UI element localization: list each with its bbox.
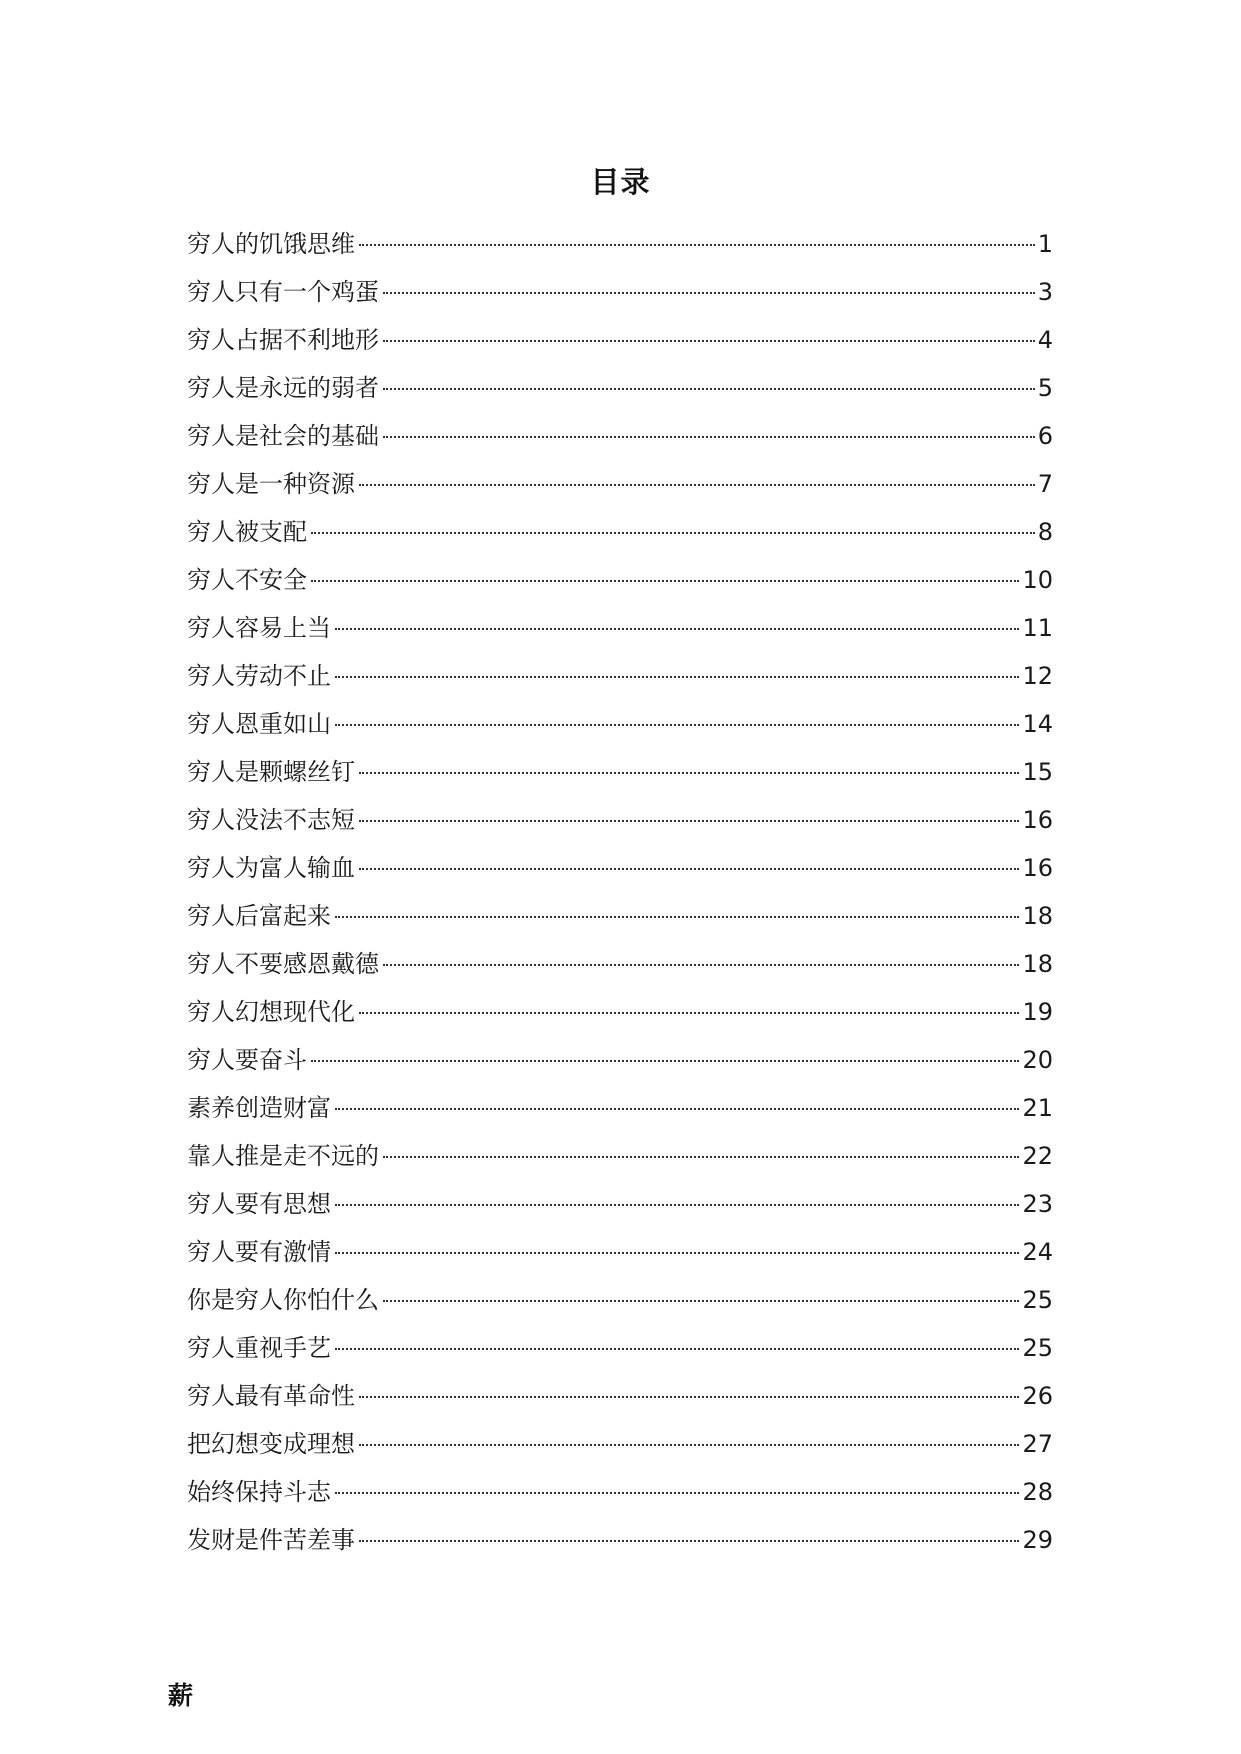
toc-entry[interactable]: [187, 316, 1053, 364]
dot-leader: [335, 724, 1019, 726]
toc-entry-label: 穷人劳动不止: [187, 662, 331, 690]
toc-entry-page: 18: [1022, 902, 1053, 930]
dot-leader: [359, 868, 1019, 870]
dot-leader: [383, 292, 1035, 294]
toc-entry-page: 27: [1022, 1430, 1053, 1458]
toc-entry-label: 穷人被支配: [187, 518, 307, 546]
toc-entry[interactable]: [187, 1468, 1053, 1516]
toc-entry[interactable]: [187, 604, 1053, 652]
toc-entry-page: 24: [1022, 1238, 1053, 1266]
toc-entry-page: 8: [1037, 518, 1053, 546]
toc-list: [187, 220, 1053, 1564]
toc-entry-page: 16: [1022, 854, 1053, 882]
toc-entry[interactable]: [187, 988, 1053, 1036]
toc-entry-page: 28: [1022, 1478, 1053, 1506]
toc-entry[interactable]: [187, 748, 1053, 796]
toc-entry-label: 始终保持斗志: [187, 1478, 331, 1506]
toc-entry[interactable]: [187, 1036, 1053, 1084]
toc-entry-label: 穷人没法不志短: [187, 806, 355, 834]
dot-leader: [335, 1108, 1019, 1110]
toc-entry[interactable]: [187, 1324, 1053, 1372]
toc-entry[interactable]: [187, 1516, 1053, 1564]
toc-entry-page: 10: [1022, 566, 1053, 594]
toc-entry-label: 穷人重视手艺: [187, 1334, 331, 1362]
toc-entry[interactable]: [187, 1180, 1053, 1228]
toc-entry[interactable]: [187, 412, 1053, 460]
dot-leader: [311, 1060, 1019, 1062]
dot-leader: [335, 1348, 1019, 1350]
toc-entry[interactable]: [187, 364, 1053, 412]
toc-entry[interactable]: [187, 796, 1053, 844]
toc-entry-page: 22: [1022, 1142, 1053, 1170]
dot-leader: [335, 628, 1019, 630]
toc-entry-label: 穷人是颗螺丝钉: [187, 758, 355, 786]
toc-entry[interactable]: [187, 460, 1053, 508]
toc-entry-page: 14: [1022, 710, 1053, 738]
toc-entry-label: 穷人幻想现代化: [187, 998, 355, 1026]
dot-leader: [359, 820, 1019, 822]
toc-entry-label: 穷人要有激情: [187, 1238, 331, 1266]
toc-entry-label: 发财是件苦差事: [187, 1526, 355, 1554]
toc-entry-label: 靠人推是走不远的: [187, 1142, 379, 1170]
toc-entry-page: 6: [1037, 422, 1053, 450]
toc-entry-page: 11: [1022, 614, 1053, 642]
toc-entry[interactable]: [187, 1420, 1053, 1468]
toc-entry-page: 23: [1022, 1190, 1053, 1218]
toc-entry-page: 25: [1022, 1334, 1053, 1362]
toc-entry[interactable]: [187, 1372, 1053, 1420]
toc-entry-page: 18: [1022, 950, 1053, 978]
toc-entry[interactable]: [187, 1084, 1053, 1132]
toc-entry-label: 穷人只有一个鸡蛋: [187, 278, 379, 306]
toc-entry-label: 穷人是永远的弱者: [187, 374, 379, 402]
toc-entry-label: 穷人不安全: [187, 566, 307, 594]
toc-entry-label: 穷人为富人输血: [187, 854, 355, 882]
dot-leader: [383, 964, 1019, 966]
dot-leader: [383, 1156, 1019, 1158]
toc-entry-label: 穷人占据不利地形: [187, 326, 379, 354]
toc-entry-label: 穷人是一种资源: [187, 470, 355, 498]
toc-entry-page: 7: [1037, 470, 1053, 498]
dot-leader: [335, 676, 1019, 678]
toc-entry-page: 5: [1037, 374, 1053, 402]
toc-entry[interactable]: [187, 1276, 1053, 1324]
toc-entry-page: 15: [1022, 758, 1053, 786]
footer-mark: 薪: [168, 1681, 194, 1710]
dot-leader: [311, 580, 1019, 582]
dot-leader: [383, 436, 1035, 438]
toc-entry-label: 穷人是社会的基础: [187, 422, 379, 450]
toc-entry[interactable]: [187, 220, 1053, 268]
dot-leader: [383, 1300, 1019, 1302]
toc-entry[interactable]: [187, 508, 1053, 556]
dot-leader: [335, 916, 1019, 918]
toc-entry-page: 20: [1022, 1046, 1053, 1074]
dot-leader: [359, 1540, 1019, 1542]
toc-entry[interactable]: [187, 556, 1053, 604]
toc-entry[interactable]: [187, 268, 1053, 316]
dot-leader: [335, 1492, 1019, 1494]
dot-leader: [359, 1012, 1019, 1014]
toc-entry[interactable]: [187, 652, 1053, 700]
toc-entry-page: 12: [1022, 662, 1053, 690]
toc-entry-label: 穷人恩重如山: [187, 710, 331, 738]
toc-entry[interactable]: [187, 700, 1053, 748]
toc-entry-page: 19: [1022, 998, 1053, 1026]
toc-entry[interactable]: [187, 1132, 1053, 1180]
toc-entry-label: 穷人容易上当: [187, 614, 331, 642]
toc-entry-label: 穷人不要感恩戴德: [187, 950, 379, 978]
toc-entry[interactable]: [187, 1228, 1053, 1276]
toc-entry-label: 穷人要有思想: [187, 1190, 331, 1218]
dot-leader: [383, 388, 1035, 390]
toc-entry-label: 你是穷人你怕什么: [187, 1286, 379, 1314]
toc-entry-page: 1: [1037, 230, 1053, 258]
toc-entry[interactable]: [187, 940, 1053, 988]
toc-entry-page: 4: [1037, 326, 1053, 354]
toc-title: 目录: [590, 165, 651, 199]
dot-leader: [335, 1252, 1019, 1254]
toc-entry[interactable]: [187, 844, 1053, 892]
dot-leader: [359, 772, 1019, 774]
dot-leader: [359, 1444, 1019, 1446]
toc-entry-label: 把幻想变成理想: [187, 1430, 355, 1458]
toc-entry-page: 25: [1022, 1286, 1053, 1314]
dot-leader: [359, 1396, 1019, 1398]
dot-leader: [335, 1204, 1019, 1206]
toc-entry-label: 穷人最有革命性: [187, 1382, 355, 1410]
toc-entry-label: 穷人的饥饿思维: [187, 230, 355, 258]
dot-leader: [359, 244, 1035, 246]
toc-entry-page: 3: [1037, 278, 1053, 306]
toc-entry-page: 26: [1022, 1382, 1053, 1410]
toc-entry-label: 穷人要奋斗: [187, 1046, 307, 1074]
toc-entry-page: 16: [1022, 806, 1053, 834]
toc-entry-label: 素养创造财富: [187, 1094, 331, 1122]
toc-entry[interactable]: [187, 892, 1053, 940]
toc-entry-label: 穷人后富起来: [187, 902, 331, 930]
dot-leader: [359, 484, 1035, 486]
toc-entry-page: 21: [1022, 1094, 1053, 1122]
dot-leader: [311, 532, 1035, 534]
dot-leader: [383, 340, 1035, 342]
toc-entry-page: 29: [1022, 1526, 1053, 1554]
